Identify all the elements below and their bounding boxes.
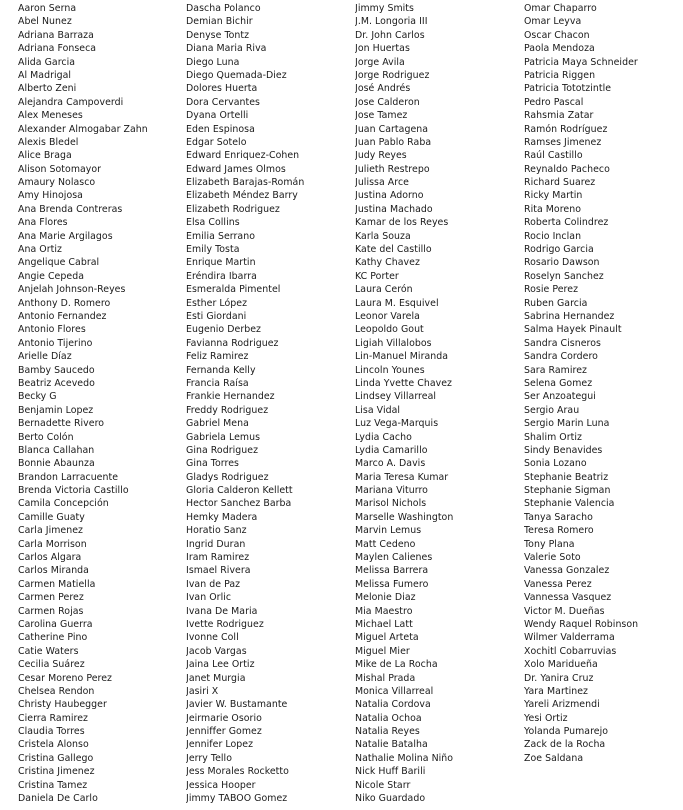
name-entry: Ramón Rodríguez — [524, 123, 608, 135]
name-entry: Favianna Rodriguez — [186, 337, 279, 349]
name-column-3 — [355, 2, 515, 805]
name-entry: Jess Morales Rocketto — [186, 766, 289, 778]
name-entry: Jimmy TABOO Gomez — [186, 793, 288, 805]
name-entry: Jacob Vargas — [186, 645, 247, 657]
name-entry: Eden Espinosa — [186, 123, 255, 135]
name-entry: Rodrigo Garcia — [524, 244, 594, 256]
name-entry: Dolores Huerta — [186, 83, 258, 95]
name-entry: Camila Concepción — [18, 498, 109, 510]
name-entry: Marvin Lemus — [355, 525, 422, 537]
name-entry: Brandon Larracuente — [18, 471, 119, 483]
name-entry: Diana Maria Riva — [186, 43, 267, 55]
name-entry: Teresa Romero — [524, 525, 594, 537]
name-entry: Abel Nunez — [18, 16, 72, 28]
name-entry: Edgar Sotelo — [186, 136, 247, 148]
name-entry: Ricky Martin — [524, 190, 583, 202]
name-entry: Dr. John Carlos — [355, 29, 425, 41]
name-entry: Alida Garcia — [18, 56, 76, 68]
name-entry: Horatio Sanz — [186, 525, 247, 537]
name-column-2 — [186, 2, 351, 805]
name-entry: Cristina Tamez — [18, 779, 88, 791]
name-entry: Esti Giordani — [186, 310, 247, 322]
name-entry: Ana Ortiz — [18, 244, 62, 256]
name-entry: Zoe Saldana — [524, 752, 584, 764]
name-entry: Esmeralda Pimentel — [186, 284, 281, 296]
name-entry: Omar Leyva — [524, 16, 582, 28]
name-entry: Denyse Tontz — [186, 29, 250, 41]
name-entry: Leopoldo Gout — [355, 324, 424, 336]
name-entry: Melissa Barrera — [355, 565, 429, 577]
name-entry: Juan Cartagena — [355, 123, 429, 135]
name-entry: Angie Cepeda — [18, 270, 84, 282]
name-entry: Benjamin Lopez — [18, 404, 94, 416]
name-entry: Sonia Lozano — [524, 458, 587, 470]
name-entry: Gina Torres — [186, 458, 239, 470]
name-entry: Carmen Matiella — [18, 578, 96, 590]
name-entry: Lin-Manuel Miranda — [355, 351, 449, 363]
name-entry: Jose Calderon — [355, 96, 420, 108]
name-entry: Stephanie Sigman — [524, 485, 611, 497]
name-entry: Rocio Inclan — [524, 230, 582, 242]
name-entry: Francia Raísa — [186, 377, 249, 389]
name-entry: Yolanda Pumarejo — [524, 726, 609, 738]
name-entry: Mishal Prada — [355, 672, 416, 684]
name-entry: Jorge Avila — [355, 56, 405, 68]
name-entry: Melonie Diaz — [355, 592, 416, 604]
name-entry: Melissa Fumero — [355, 578, 429, 590]
name-entry: Diego Quemada-Diez — [186, 69, 287, 81]
name-entry: Gladys Rodriguez — [186, 471, 269, 483]
name-entry: Brenda Victoria Castillo — [18, 485, 129, 497]
name-entry: Lindsey Villarreal — [355, 391, 437, 403]
name-entry: Carmen Rojas — [18, 605, 84, 617]
name-entry: Jeirmarie Osorio — [186, 712, 262, 724]
name-entry: Elsa Collins — [186, 217, 240, 229]
name-entry: Selena Gomez — [524, 377, 593, 389]
name-entry: Amaury Nolasco — [18, 177, 96, 189]
name-entry: Paola Mendoza — [524, 43, 595, 55]
name-entry: Alex Meneses — [18, 110, 83, 122]
name-entry: Ivonne Coll — [186, 632, 239, 644]
name-entry: Rosie Perez — [524, 284, 579, 296]
name-entry: Nathalie Molina Niño — [355, 752, 454, 764]
name-entry: Ivan Orlic — [186, 592, 232, 604]
name-entry: Natalia Cordova — [355, 699, 431, 711]
name-entry: Antonio Fernandez — [18, 310, 107, 322]
name-entry: Matt Cedeno — [355, 538, 416, 550]
name-entry: Emilia Serrano — [186, 230, 255, 242]
name-entry: Anjelah Johnson-Reyes — [18, 284, 126, 296]
name-entry: Omar Chaparro — [524, 3, 597, 14]
name-entry: Miguel Mier — [355, 645, 410, 657]
name-entry: Ligiah Villalobos — [355, 337, 432, 349]
name-entry: Oscar Chacon — [524, 29, 590, 41]
name-entry: Vanessa Gonzalez — [524, 565, 610, 577]
name-entry: Janet Murgia — [186, 672, 246, 684]
name-entry: Juan Pablo Raba — [355, 136, 432, 148]
name-column-1 — [18, 2, 183, 805]
name-entry: Diego Luna — [186, 56, 240, 68]
name-entry: Hector Sanchez Barba — [186, 498, 292, 510]
name-entry: J.M. Longoria III — [355, 16, 428, 28]
name-entry: Al Madrigal — [18, 69, 72, 81]
name-entry: Ruben Garcia — [524, 297, 588, 309]
name-entry: Salma Hayek Pinault — [524, 324, 622, 336]
name-entry: Patricia Tototzintle — [524, 83, 612, 95]
name-entry: Carlos Algara — [18, 552, 82, 564]
name-entry: Enrique Martin — [186, 257, 256, 269]
name-entry: Ana Brenda Contreras — [18, 203, 123, 215]
name-entry: Jenniffer Gomez — [186, 726, 262, 738]
name-entry: Lydia Cacho — [355, 431, 412, 443]
name-entry: Mia Maestro — [355, 605, 413, 617]
name-entry: Stephanie Valencia — [524, 498, 615, 510]
name-entry: Antonio Tijerino — [18, 337, 93, 349]
name-entry: Kate del Castillo — [355, 244, 432, 256]
name-entry: Frankie Hernandez — [186, 391, 275, 403]
name-entry: Michael Latt — [355, 618, 413, 630]
name-entry: Ana Flores — [18, 217, 68, 229]
name-entry: Justina Adorno — [355, 190, 424, 202]
name-entry: Miguel Arteta — [355, 632, 419, 644]
name-entry: Natalia Reyes — [355, 726, 420, 738]
name-entry: Tony Plana — [524, 538, 575, 550]
name-entry: Jimmy Smits — [355, 3, 414, 14]
name-entry: Fernanda Kelly — [186, 364, 256, 376]
name-entry: Chelsea Rendon — [18, 685, 95, 697]
name-entry: Luz Vega-Marquis — [355, 418, 439, 430]
name-entry: Jennifer Lopez — [186, 739, 254, 751]
name-entry: Patricia Maya Schneider — [524, 56, 638, 68]
name-entry: Valerie Soto — [524, 552, 581, 564]
name-entry: Yesi Ortiz — [524, 712, 568, 724]
name-entry: Edward Enriquez-Cohen — [186, 150, 300, 162]
name-entry: Mariana Viturro — [355, 485, 428, 497]
name-entry: Vannessa Vasquez — [524, 592, 612, 604]
name-entry: Claudia Torres — [18, 726, 85, 738]
name-entry: KC Porter — [355, 270, 399, 282]
name-entry: Yara Martinez — [524, 685, 589, 697]
name-entry: Alison Sotomayor — [18, 163, 102, 175]
name-entry: Natalie Batalha — [355, 739, 428, 751]
name-entry: Beatriz Acevedo — [18, 377, 95, 389]
name-entry: Niko Guardado — [355, 793, 426, 805]
name-entry: Victor M. Dueñas — [524, 605, 605, 617]
name-entry: Xolo Maridueña — [524, 659, 598, 671]
name-entry: Alberto Zeni — [18, 83, 77, 95]
name-entry: Judy Reyes — [355, 150, 407, 162]
name-entry: Cristina Jimenez — [18, 766, 95, 778]
name-entry: Marisol Nichols — [355, 498, 427, 510]
name-entry: Mike de La Rocha — [355, 659, 438, 671]
name-entry: Bonnie Abaunza — [18, 458, 95, 470]
name-entry: Carlos Miranda — [18, 565, 89, 577]
name-entry: Vanessa Perez — [524, 578, 592, 590]
name-entry: Lydia Camarillo — [355, 444, 428, 456]
name-entry: Alice Braga — [18, 150, 72, 162]
name-entry: Sindy Benavides — [524, 444, 603, 456]
name-entry: Carmen Perez — [18, 592, 84, 604]
name-entry: Jessica Hooper — [186, 779, 256, 791]
name-entry: Xochitl Cobarruvias — [524, 645, 617, 657]
name-entry: Julissa Arce — [355, 177, 409, 189]
name-entry: Catherine Pino — [18, 632, 88, 644]
name-entry: Sergio Marin Luna — [524, 418, 610, 430]
name-entry: Alexis Bledel — [18, 136, 79, 148]
name-entry: Iram Ramirez — [186, 552, 250, 564]
name-entry: Elizabeth Méndez Barry — [186, 190, 298, 202]
name-entry: Laura M. Esquivel — [355, 297, 439, 309]
name-entry: Ivana De Maria — [186, 605, 258, 617]
name-entry: Jerry Tello — [186, 752, 232, 764]
name-entry: Carolina Guerra — [18, 618, 93, 630]
name-entry: Dascha Polanco — [186, 3, 261, 14]
name-entry: Hemky Madera — [186, 511, 258, 523]
name-entry: Monica Villarreal — [355, 685, 434, 697]
name-entry: Ser Anzoategui — [524, 391, 596, 403]
name-entry: Amy Hinojosa — [18, 190, 83, 202]
name-entry: Anthony D. Romero — [18, 297, 111, 309]
name-entry: Javier W. Bustamante — [186, 699, 288, 711]
name-entry: Demian Bichir — [186, 16, 253, 28]
name-entry: Ivette Rodriguez — [186, 618, 264, 630]
name-entry: Karla Souza — [355, 230, 411, 242]
name-entry: Dora Cervantes — [186, 96, 260, 108]
name-entry: Angelique Cabral — [18, 257, 100, 269]
name-entry: Camille Guaty — [18, 511, 85, 523]
name-entry: Marco A. Davis — [355, 458, 426, 470]
name-entry: Roberta Colindrez — [524, 217, 609, 229]
name-entry: Alejandra Campoverdi — [18, 96, 124, 108]
name-entry: Eugenio Derbez — [186, 324, 262, 336]
name-entry: Roselyn Sanchez — [524, 270, 604, 282]
name-entry: Yareli Arizmendi — [524, 699, 600, 711]
name-entry: Cecilia Suárez — [18, 659, 85, 671]
name-entry: Patricia Riggen — [524, 69, 596, 81]
name-entry: Gabriela Lemus — [186, 431, 261, 443]
name-entry: Sabrina Hernandez — [524, 310, 615, 322]
name-entry: Sergio Arau — [524, 404, 580, 416]
name-entry: Julieth Restrepo — [355, 163, 430, 175]
name-entry: Marselle Washington — [355, 511, 454, 523]
name-entry: Rosario Dawson — [524, 257, 600, 269]
name-entry: Natalia Ochoa — [355, 712, 422, 724]
name-entry: Elizabeth Rodriguez — [186, 203, 280, 215]
name-entry: Aaron Serna — [18, 3, 77, 14]
name-entry: Reynaldo Pacheco — [524, 163, 610, 175]
name-entry: Adriana Fonseca — [18, 43, 97, 55]
name-entry: Jaina Lee Ortiz — [186, 659, 255, 671]
name-entry: Justina Machado — [355, 203, 433, 215]
name-entry: Gabriel Mena — [186, 418, 249, 430]
name-entry: Kamar de los Reyes — [355, 217, 449, 229]
name-entry: Gina Rodriguez — [186, 444, 259, 456]
name-entry: Cristela Alonso — [18, 739, 89, 751]
name-entry: Dyana Ortelli — [186, 110, 249, 122]
name-entry: Ivan de Paz — [186, 578, 241, 590]
name-entry: Tanya Saracho — [524, 511, 593, 523]
name-entry: Esther López — [186, 297, 248, 309]
name-entry: Antonio Flores — [18, 324, 86, 336]
name-entry: Nicole Starr — [355, 779, 411, 791]
name-entry: Gloria Calderon Kellett — [186, 485, 293, 497]
name-entry: Stephanie Beatriz — [524, 471, 609, 483]
name-entry: Adriana Barraza — [18, 29, 94, 41]
name-entry: Jorge Rodriguez — [355, 69, 430, 81]
name-entry: Nick Huff Barili — [355, 766, 426, 778]
name-entry: Freddy Rodriguez — [186, 404, 269, 416]
name-entry: Eréndira Ibarra — [186, 270, 257, 282]
name-entry: Alexander Almogabar Zahn — [18, 123, 148, 135]
name-entry: Maylen Calienes — [355, 552, 433, 564]
name-entry: Shalim Ortiz — [524, 431, 582, 443]
name-entry: Ismael Rivera — [186, 565, 251, 577]
name-entry: Christy Haubegger — [18, 699, 107, 711]
name-entry: Bamby Saucedo — [18, 364, 95, 376]
name-entry: Lisa Vidal — [355, 404, 401, 416]
name-entry: Sandra Cisneros — [524, 337, 601, 349]
name-entry: Richard Suarez — [524, 177, 596, 189]
name-entry: Jasiri X — [186, 685, 219, 697]
name-entry: Linda Yvette Chavez — [355, 377, 453, 389]
name-entry: José Andrés — [355, 83, 411, 95]
name-entry: Arielle Díaz — [18, 351, 72, 363]
name-entry: Wendy Raquel Robinson — [524, 618, 639, 630]
name-entry: Cierra Ramirez — [18, 712, 89, 724]
name-entry: Ramses Jimenez — [524, 136, 602, 148]
name-entry: Ingrid Duran — [186, 538, 246, 550]
name-entry: Kathy Chavez — [355, 257, 420, 269]
name-entry: Cristina Gallego — [18, 752, 94, 764]
name-entry: Bernadette Rivero — [18, 418, 105, 430]
name-entry: Leonor Varela — [355, 310, 420, 322]
name-entry: Edward James Olmos — [186, 163, 286, 175]
name-entry: Feliz Ramirez — [186, 351, 249, 363]
name-entry: Laura Cerón — [355, 284, 413, 296]
name-entry: Sandra Cordero — [524, 351, 598, 363]
name-entry: Rita Moreno — [524, 203, 581, 215]
name-entry: Wilmer Valderrama — [524, 632, 615, 644]
name-entry: Maria Teresa Kumar — [355, 471, 449, 483]
name-entry: Emily Tosta — [186, 244, 240, 256]
name-entry: Elizabeth Barajas-Román — [186, 177, 305, 189]
name-entry: Lincoln Younes — [355, 364, 425, 376]
name-entry: Carla Morrison — [18, 538, 87, 550]
name-entry: Blanca Callahan — [18, 444, 95, 456]
name-entry: Raúl Castillo — [524, 150, 583, 162]
name-entry: Zack de la Rocha — [524, 739, 606, 751]
name-entry: Cesar Moreno Perez — [18, 672, 112, 684]
name-entry: Sara Ramirez — [524, 364, 588, 376]
name-column-4 — [524, 2, 682, 765]
name-entry: Jose Tamez — [355, 110, 408, 122]
name-entry: Daniela De Carlo — [18, 793, 98, 805]
name-entry: Rahsmia Zatar — [524, 110, 594, 122]
name-entry: Becky G — [18, 391, 57, 403]
name-entry: Ana Marie Argilagos — [18, 230, 113, 242]
name-entry: Jon Huertas — [355, 43, 410, 55]
name-entry: Pedro Pascal — [524, 96, 584, 108]
name-entry: Dr. Yanira Cruz — [524, 672, 594, 684]
name-entry: Carla Jimenez — [18, 525, 84, 537]
name-entry: Catie Waters — [18, 645, 79, 657]
name-entry: Berto Colón — [18, 431, 74, 443]
